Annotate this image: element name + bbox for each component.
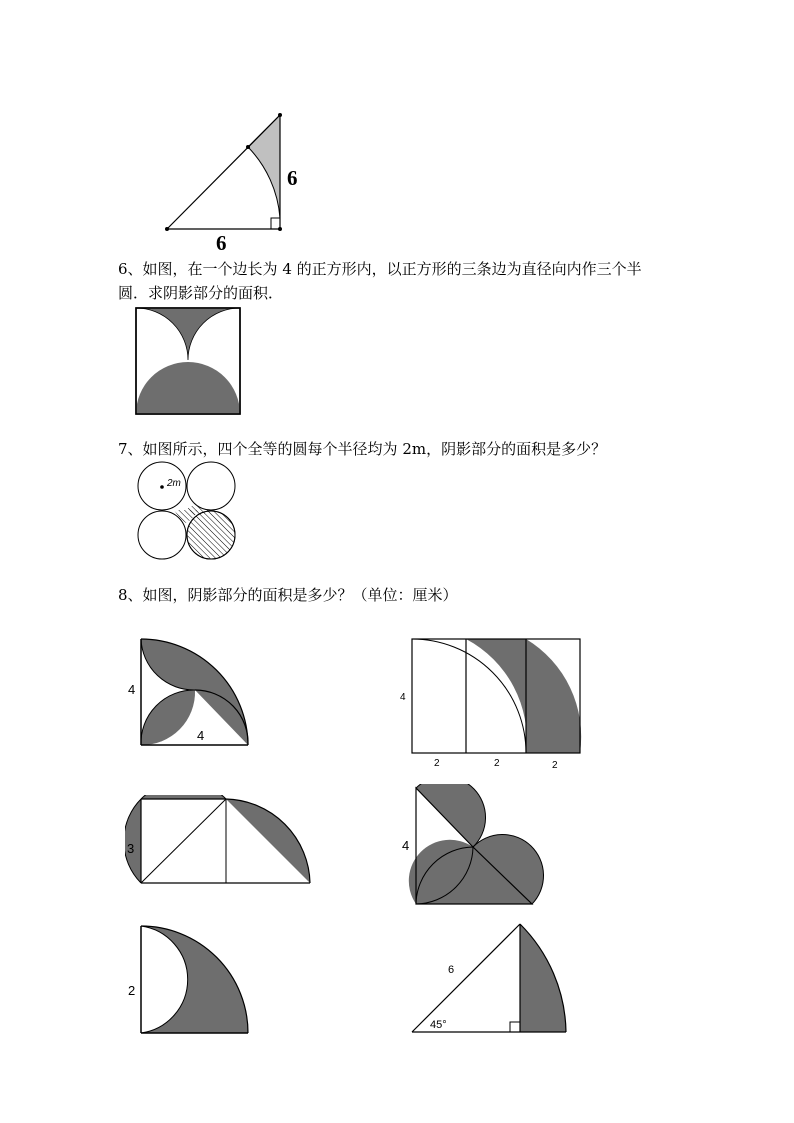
question-6-line2: 圆．求阴影部分的面积． bbox=[118, 284, 284, 302]
q8-figure-b bbox=[396, 632, 586, 772]
label-left: 4 bbox=[402, 838, 410, 853]
label-b2: 2 bbox=[494, 758, 500, 769]
label-bottom: 4 bbox=[197, 728, 205, 743]
triangle-arc-figure bbox=[150, 105, 320, 255]
question-8: 8、如图，阴影部分的面积是多少？（单位：厘米） bbox=[118, 586, 458, 604]
label-b3: 2 bbox=[552, 760, 558, 771]
label-left: 4 bbox=[400, 692, 406, 703]
four-circles-figure bbox=[134, 460, 240, 562]
label-left: 2 bbox=[128, 983, 136, 998]
label-base: 6 bbox=[216, 231, 227, 255]
label-left: 4 bbox=[128, 682, 136, 697]
square-semicircles-figure bbox=[134, 306, 244, 418]
question-7: 7、如图所示，四个全等的圆每个半径均为 2m，阴影部分的面积是多少？ bbox=[118, 440, 607, 458]
label-hyp: 6 bbox=[448, 964, 455, 976]
label-angle: 45° bbox=[430, 1019, 447, 1031]
question-6-line1: 6、如图，在一个边长为 4 的正方形内，以正方形的三条边为直径向内作三个半 bbox=[118, 260, 642, 278]
q8-figure-d bbox=[396, 784, 546, 909]
q8-figure-f bbox=[408, 920, 578, 1038]
label-left: 3 bbox=[127, 841, 135, 856]
label-height: 6 bbox=[287, 166, 298, 190]
q8-figure-c bbox=[125, 795, 325, 890]
radius-label: 2m bbox=[167, 478, 181, 489]
q8-figure-e bbox=[125, 922, 255, 1037]
label-b1: 2 bbox=[434, 758, 440, 769]
q8-figure-a bbox=[125, 632, 255, 752]
